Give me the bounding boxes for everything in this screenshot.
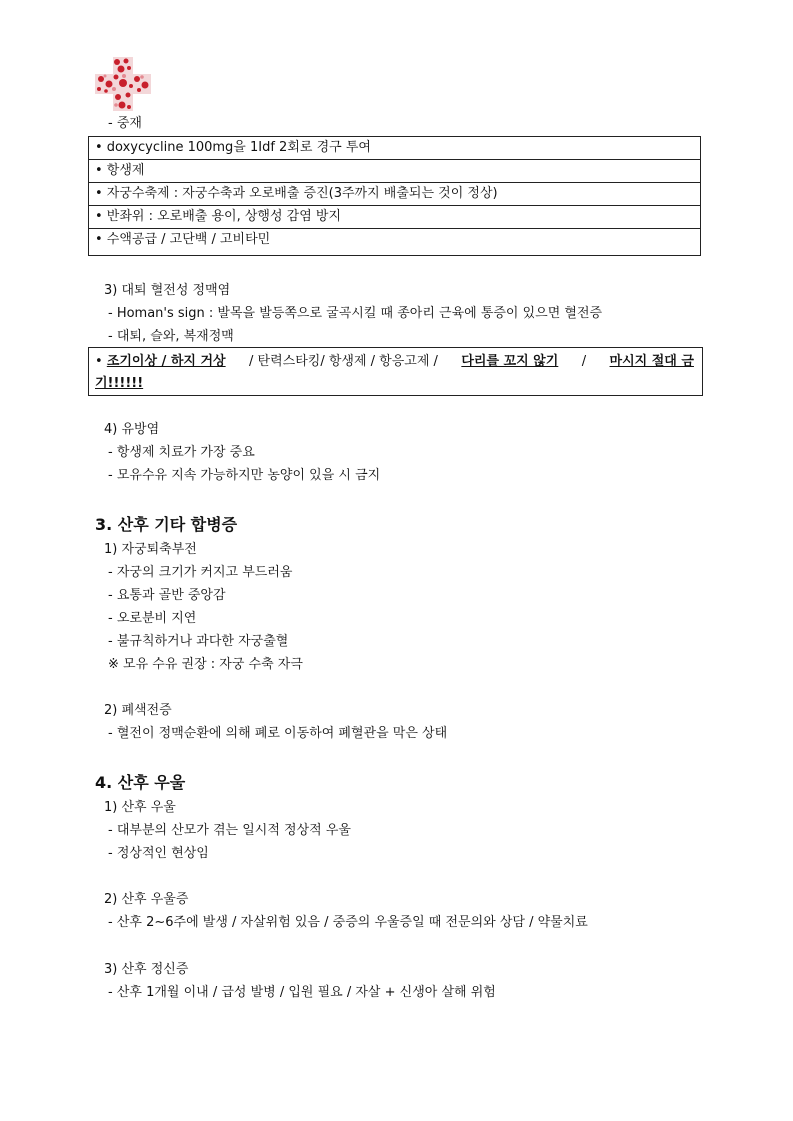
list-item: - 불규칙하거나 과다한 자궁출혈	[108, 634, 289, 649]
list-item: - 요통과 골반 중앙감	[108, 588, 226, 603]
list-item: - 혈전이 정맥순환에 의해 폐로 이동하여 폐혈관을 막은 상태	[108, 726, 448, 741]
section-title: 3) 산후 정신증	[104, 962, 189, 977]
intervention-label: - 중재	[108, 116, 142, 131]
heading: 4. 산후 우울	[95, 773, 186, 792]
list-item: - 산후 2~6주에 발생 / 자살위험 있음 / 중증의 우울증일 때 전문의와 상담 / 약물치료	[108, 915, 588, 930]
intervention-box	[88, 136, 701, 256]
section-title: 1) 산후 우울	[104, 800, 176, 815]
red-cross-logo-icon	[95, 57, 151, 111]
section-title: 1) 자궁퇴축부전	[104, 542, 197, 557]
list-item: - 대부분의 산모가 겪는 일시적 정상적 우울	[108, 823, 351, 838]
list-item: - 산후 1개월 이내 / 급성 발병 / 입원 필요 / 자살 + 신생아 살해 위험	[108, 985, 496, 1000]
box-row: • 자궁수축제 : 자궁수축과 오로배출 증진(3주까지 배출되는 것이 정상)	[89, 183, 700, 206]
underlined-text: 마시지 절대 금	[609, 354, 694, 369]
section-title: 3) 대퇴 혈전성 정맥염	[104, 283, 231, 298]
section-title: 2) 산후 우울증	[104, 892, 189, 907]
list-item: - 모유수유 지속 가능하지만 농양이 있을 시 금지	[108, 468, 381, 483]
list-item: - Homan's sign : 발목을 발등쪽으로 굴곡시킬 때 종아리 근육에 통증이 있으면 혈전증	[108, 306, 603, 321]
box-row: • 반좌위 : 오로배출 용이, 상행성 감염 방지	[89, 206, 700, 229]
list-item: - 대퇴, 슬와, 복재정맥	[108, 329, 234, 344]
box-row: • doxycycline 100mg을 1Idf 2회로 경구 투여	[89, 137, 700, 160]
emphasis-box: • 조기이상 / 하지 거상 / 탄력스타킹/ 항생제 / 항응고제 / 다리를 꼬지 않기 / 마시지 절대 금 기!!!!!!	[88, 347, 703, 396]
list-item: - 정상적인 현상임	[108, 846, 209, 861]
list-item: - 자궁의 크기가 커지고 부드러움	[108, 565, 293, 580]
list-item: - 항생제 치료가 가장 중요	[108, 445, 255, 460]
list-item: - 오로분비 지연	[108, 611, 197, 626]
heading: 3. 산후 기타 합병증	[95, 515, 238, 534]
underlined-text: 조기이상 / 하지 거상	[106, 354, 226, 369]
underlined-text: 기!!!!!!	[95, 376, 144, 391]
underlined-text: 다리를 꼬지 않기	[461, 354, 559, 369]
note: ※ 모유 수유 권장 : 자궁 수축 자극	[108, 657, 303, 672]
box-row: • 수액공급 / 고단백 / 고비타민	[95, 232, 271, 247]
section-title: 2) 폐색전증	[104, 703, 172, 718]
section-title: 4) 유방염	[104, 422, 160, 437]
box-row: • 항생제	[89, 160, 700, 183]
